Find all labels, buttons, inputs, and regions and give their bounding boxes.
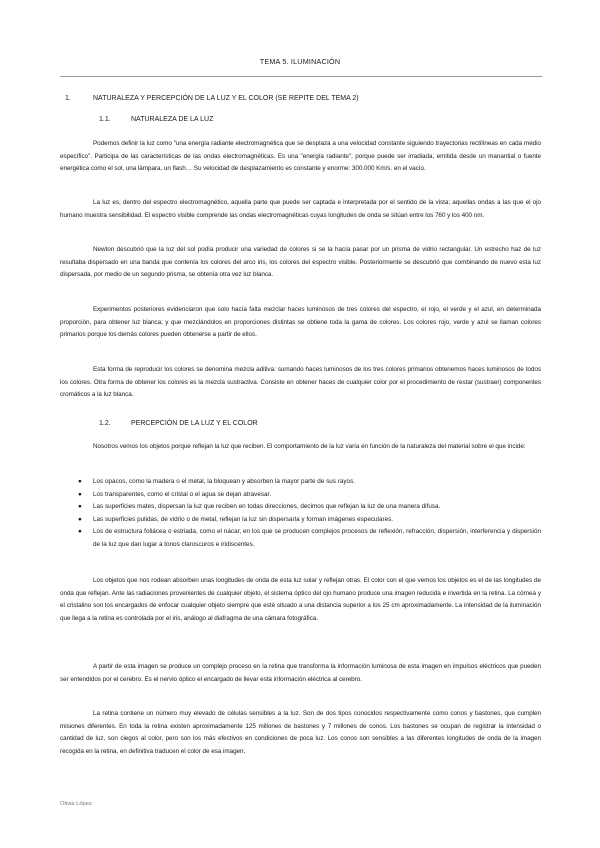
- list-item-text: Los opacos, como la madera o el metal, la bloquean y absorben la mayor parte de sus rayos.: [93, 478, 356, 485]
- list-item: [60, 526, 541, 551]
- subsection-number: 1.2.: [99, 420, 111, 427]
- paragraph: Esta forma de reproducir los colores se denomina mezcla aditiva: sumando haces luminosos de los tres colores primarios obtenemos haces luminosos de todos los colores. Otra forma de obtener los colores es la mezcla sustractiva. Consiste en obtener haces de cualquier color por el procedimiento de restar (sustraer) componentes cromáticos a la luz blanca.: [60, 366, 541, 399]
- paragraph: La luz es, dentro del espectro electromagnético, aquella parte que puede ser captada e interpretada por el sentido de la vista; aquellas ondas a las que el ojo humano muestra sensibilidad. El espectro visible comprende las ondas electromagnéticas cuyas longitudes de onda se sitúan entre los 760 y los 400 nm.: [60, 199, 541, 219]
- page-title: TEMA 5. ILUMINACIÓN: [259, 57, 341, 66]
- bullet-icon: ●: [78, 490, 82, 498]
- list-item-text: Las superficies pulidas, de vidrio o de metal, reflejan la luz sin dispersarla y forman imágenes especulares.: [93, 515, 394, 523]
- bullet-icon: ●: [78, 515, 82, 523]
- paragraph: La retina contiene un número muy elevado de células sensibles a la luz. Son de dos tipos conocidos respectivamente como conos y bastones, que cumplen misiones diferentes. En toda la retina existen aproximadamente 125 millones de bastones y 7 millones de conos. Los bastones se ocupan de registrar la intensidad o cantidad de luz, son ciegos al color, pero son los más efectivos en condiciones de poca luz. Los conos son sensibles a las diferentes longitudes de onda de la imagen recogida en la retina, en definitiva traducen el color de esa imagen.: [60, 710, 541, 755]
- section-number: 1.: [65, 95, 71, 102]
- subsection-number: 1.1.: [99, 116, 111, 123]
- section-title: NATURALEZA Y PERCEPCIÓN DE LA LUZ Y EL COLOR (SE REPITE DEL TEMA 2): [93, 95, 359, 102]
- bullet-icon: ●: [78, 478, 82, 485]
- bullet-icon: ●: [78, 528, 82, 536]
- paragraph: Nosotros vemos los objetos porque reflejan la luz que reciben. El comportamiento de la luz varía en función de la naturaleza del material sobre el que incide:: [93, 443, 526, 450]
- paragraph: A partir de esta imagen se produce un complejo proceso en la retina que transforma la información luminosa de esta imagen en impulsos eléctricos que pueden ser entendidos por el cerebro. Es el nervio óptico el encargado de llevar esta información eléctrica al cerebro.: [60, 663, 541, 683]
- paragraph: Newton descubrió que la luz del sol podía producir una variedad de colores si se la hacía pasar por un prisma de vidrio rectangular. Un estrecho haz de luz resultaba dispersado en una banda que contenía los colores del arco iris, los colores del espectro visible. Posteriormente se descubrió que combinando de nuevo esta luz dispersada, por medio de un segundo prisma, se obtenía otra vez luz blanca.: [60, 246, 541, 279]
- paragraph: Los objetos que nos rodean absorben unas longitudes de onda de esta luz solar y reflejan otras. El color con el que vemos los objetos es el de las longitudes de onda que reflejan. Ante las radiaciones provenientes de cualquier objeto, el sistema óptico del ojo humano produce una imagen reducida e invertida en la retina. La córnea y el cristalino son los encargados de enfocar cualquier objeto siempre que esté situado a una distancia superior a los 25 cm aproximadamente. La intensidad de la iluminación que llega a la retina es controlada por el iris, análogo al diafragma de una cámara fotográfica.: [60, 577, 541, 622]
- material-list: [60, 476, 541, 552]
- paragraph: Podemos definir la luz como "una energía radiante electromagnética que se desplaza a una velocidad constante siguiendo trayectorias rectilíneas en cada medio específico". Participa de las características de las ondas electromagnéticas. Es una "energía radiante", porque puede ser irradiada, emitida desde un manantial o fuente energética como el sol, una lámpara, un flash… Su velocidad de desplazamiento es constante y enorme: 300.000 Km/s. en el vacío.: [60, 140, 541, 173]
- list-item: [60, 514, 541, 527]
- bullet-icon: ●: [78, 503, 82, 511]
- subsection-title: PERCEPCIÓN DE LA LUZ Y EL COLOR: [131, 420, 258, 427]
- list-item-text: Las superficies mates, dispersan la luz que reciben en todas direcciones, decimos que reflejan la luz de una manera difusa.: [93, 503, 441, 511]
- title-divider: [60, 76, 542, 77]
- list-item: [60, 501, 541, 514]
- list-item-text: Los transparentes, como el cristal o el agua se dejan atravesar.: [93, 490, 272, 498]
- paragraph: Experimentos posteriores evidenciaron que solo hacía falta mezclar haces luminosos de tres colores del espectro, el rojo, el verde y el azul, en determinada proporción, para obtener luz blanca; y que mezclándolos en proporciones distintas se obtiene toda la gama de colores. Los colores rojo, verde y azul se llaman colores primarios porque los demás colores pueden obtenerse a partir de ellos.: [60, 306, 541, 339]
- footer-author: Olivia López: [60, 801, 92, 807]
- list-item-text: Los de estructura foliácea o estriada, como el nácar, en los que se producen complejos procesos de reflexión, refracción, dispersión, interferencia y dispersión de la luz que dan lugar a tonos claroscuros e iridiscentes.: [93, 528, 541, 548]
- list-item: [60, 489, 541, 502]
- subsection-title: NATURALEZA DE LA LUZ: [131, 116, 214, 123]
- list-item: [60, 476, 541, 489]
